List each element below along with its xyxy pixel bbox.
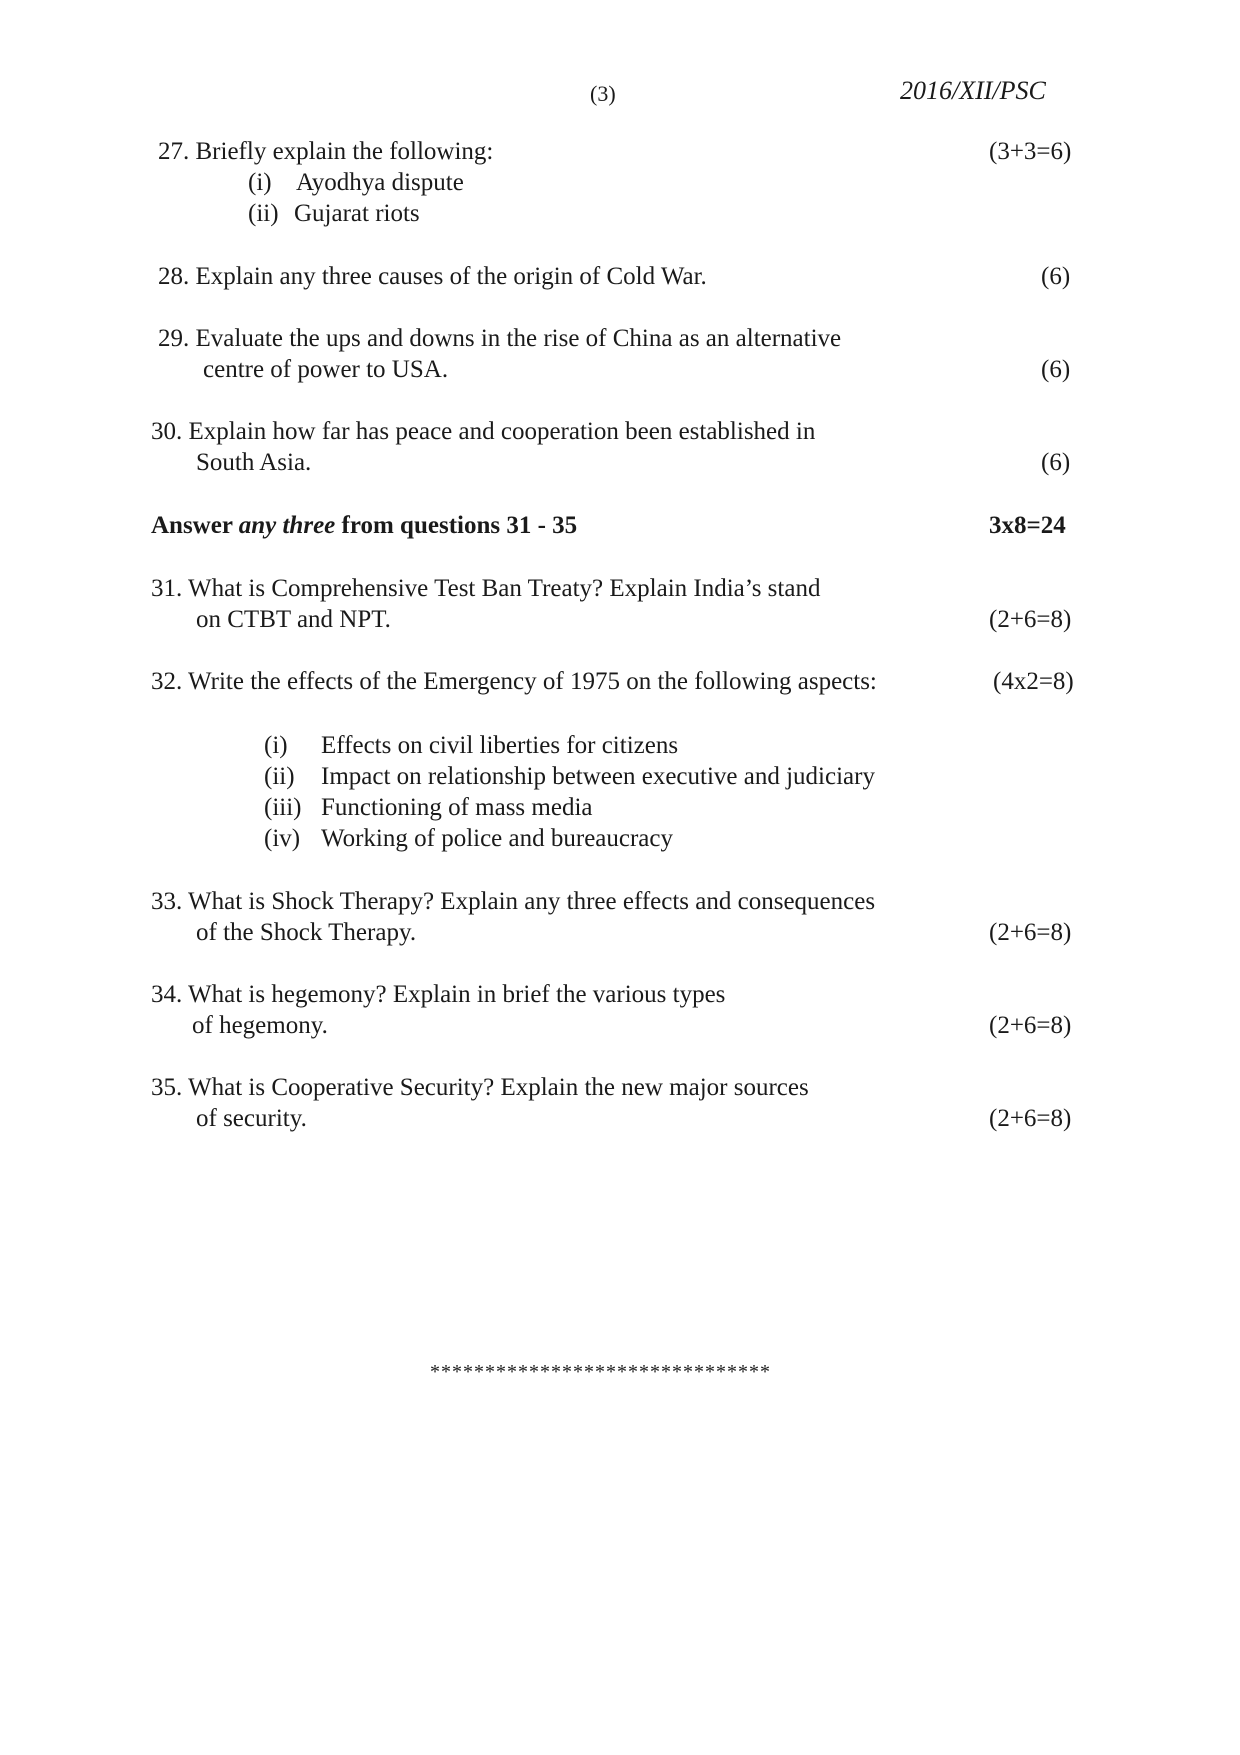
sub-item-text: Ayodhya dispute [296,169,464,196]
marks: (6) [1041,449,1071,476]
question-text: 29. Evaluate the ups and downs in the rise of China as an alternative [158,325,842,352]
question-text-continued: on CTBT and NPT. [196,606,391,633]
marks: (2+6=8) [989,1012,1072,1039]
marks: (2+6=8) [989,606,1072,633]
question-text: 34. What is hegemony? Explain in brief the various types [151,981,726,1008]
marks: (3+3=6) [989,138,1072,165]
sub-item-number: (ii) [248,200,279,227]
question-text-continued: of the Shock Therapy. [196,919,417,946]
marks: (6) [1041,263,1071,290]
sub-item-number: (i) [248,169,272,196]
instruction-prefix: Answer [151,512,239,539]
page-number: (3) [590,81,616,106]
question-text: 30. Explain how far has peace and cooperation been established in [151,418,816,445]
sub-item-text: Working of police and bureaucracy [321,825,674,852]
question-text-continued: of security. [196,1105,307,1132]
sub-item-text: Functioning of mass media [321,794,593,821]
question-text-continued: of hegemony. [192,1012,328,1039]
sub-item-text: Effects on civil liberties for citizens [321,732,679,759]
section-instruction [151,510,577,541]
marks: (2+6=8) [989,1105,1072,1132]
marks: (6) [1041,356,1071,383]
sub-item-number: (ii) [264,763,295,790]
question-text: 27. Briefly explain the following: [158,138,494,165]
question-text: 31. What is Comprehensive Test Ban Treaty? Explain India’s stand [151,575,821,602]
marks: (2+6=8) [989,919,1072,946]
instruction-emphasis: any three [238,512,336,539]
sub-item-number: (i) [264,732,288,759]
end-of-paper-marker: ******************************* [430,1361,771,1383]
question-text-continued: South Asia. [196,449,312,476]
sub-item-number: (iii) [264,794,302,821]
question-text: 32. Write the effects of the Emergency of 1975 on the following aspects: [151,668,877,695]
sub-item-text: Gujarat riots [294,200,420,227]
question-text: 35. What is Cooperative Security? Explain the new major sources [151,1074,809,1101]
question-text: 28. Explain any three causes of the origin of Cold War. [158,263,707,290]
paper-code: 2016/XII/PSC [900,76,1046,105]
question-text: 33. What is Shock Therapy? Explain any three effects and consequences [151,888,876,915]
instruction-suffix: from questions 31 - 35 [335,512,578,539]
sub-item-text: Impact on relationship between executive and judiciary [321,763,875,790]
section-marks: 3x8=24 [989,512,1066,539]
sub-item-number: (iv) [264,825,301,852]
marks: (4x2=8) [993,668,1074,695]
question-text-continued: centre of power to USA. [203,356,449,383]
